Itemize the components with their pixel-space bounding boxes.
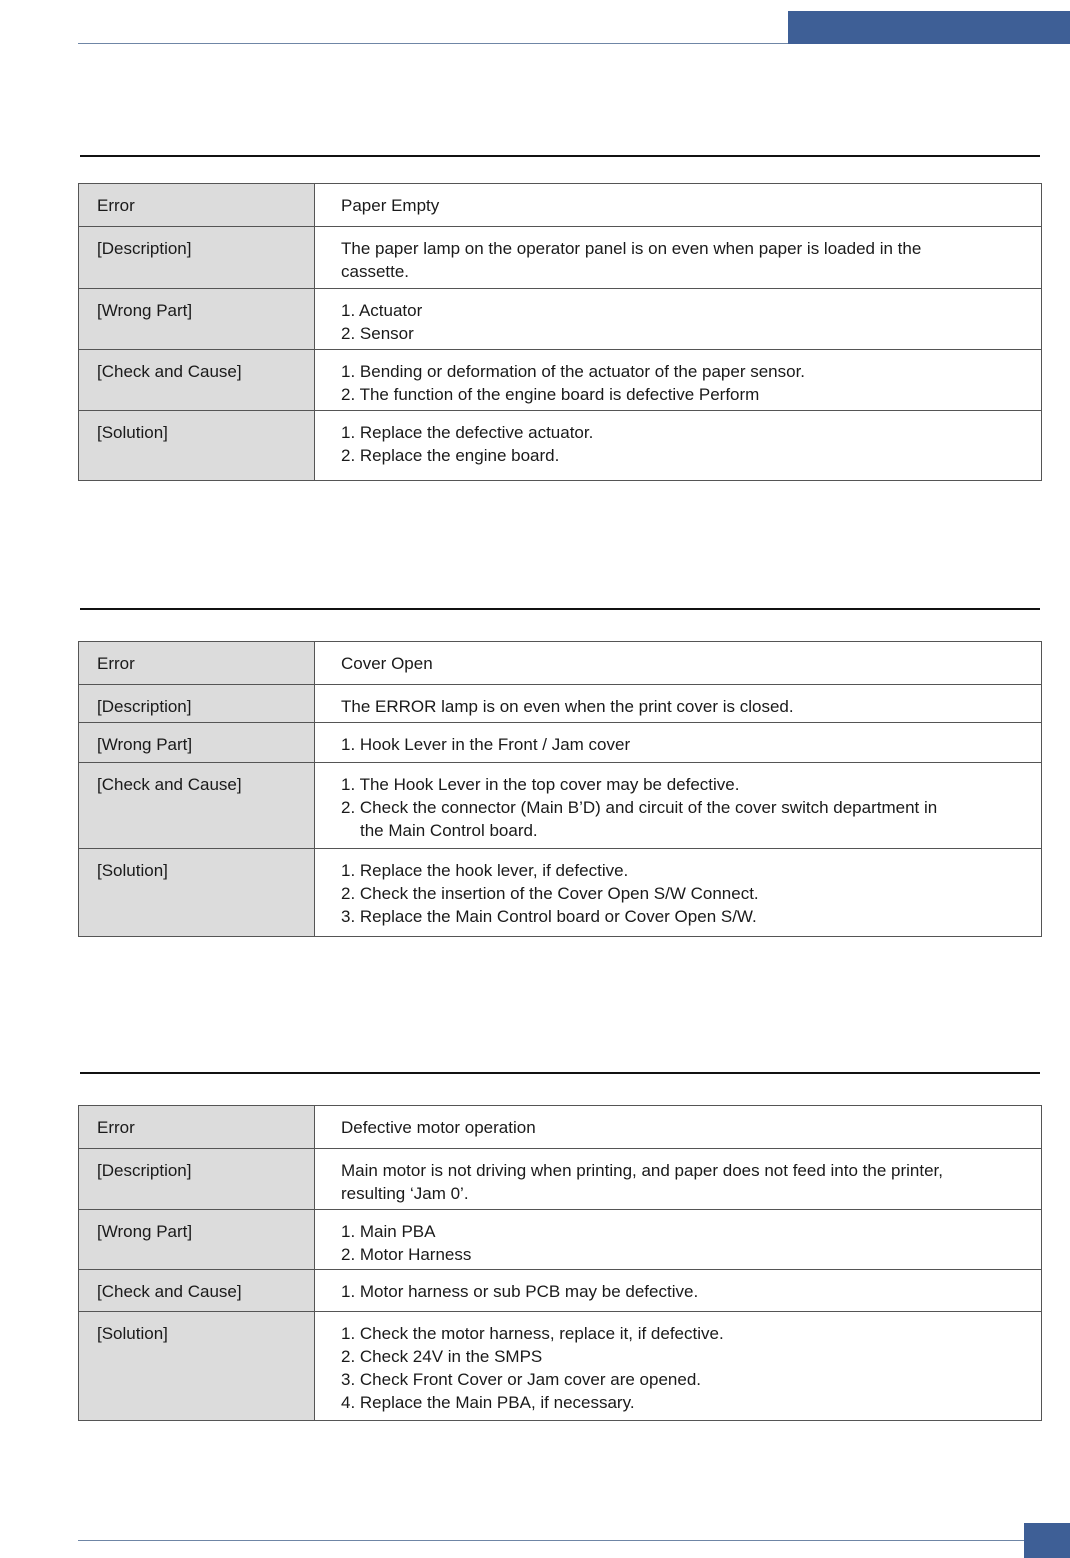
value-line: 1. Bending or deformation of the actuator of the paper sensor. [341, 362, 806, 381]
row-label: Error [79, 1106, 315, 1149]
value-line: 3. Replace the Main Control board or Cover Open S/W. [341, 907, 757, 926]
value-line: 1. Motor harness or sub PCB may be defective. [341, 1282, 699, 1301]
row-value [315, 1106, 1042, 1149]
value-line: 1. The Hook Lever in the top cover may be defective. [341, 775, 740, 794]
value-line: 1. Main PBA [341, 1222, 436, 1241]
table-row [79, 763, 1042, 849]
row-value [315, 849, 1042, 937]
value-line: 2. Check the insertion of the Cover Open S/W Connect. [341, 884, 759, 903]
value-line: The paper lamp on the operator panel is on even when paper is loaded in the [341, 239, 922, 258]
row-value [315, 411, 1042, 481]
table-row [79, 723, 1042, 763]
row-label: [Solution] [79, 411, 315, 481]
value-line: resulting ‘Jam 0’. [341, 1184, 469, 1203]
row-value [315, 642, 1042, 685]
row-value [315, 685, 1042, 723]
value-line: 1. Replace the defective actuator. [341, 423, 594, 442]
row-label: [Wrong Part] [79, 723, 315, 763]
table-row [79, 411, 1042, 481]
row-label: [Solution] [79, 1312, 315, 1421]
table-row [79, 184, 1042, 227]
row-label: Error [79, 642, 315, 685]
row-value [315, 227, 1042, 289]
row-label: [Description] [79, 227, 315, 289]
value-line: 1. Replace the hook lever, if defective. [341, 861, 629, 880]
row-label: Error [79, 184, 315, 227]
row-label: [Check and Cause] [79, 350, 315, 411]
header-bar [788, 11, 1070, 44]
row-value [315, 763, 1042, 849]
value-line: the Main Control board. [360, 821, 538, 840]
section-rule-1 [80, 155, 1040, 157]
table-row [79, 849, 1042, 937]
header-rule [78, 43, 788, 44]
row-label: [Wrong Part] [79, 1210, 315, 1270]
table-row [79, 350, 1042, 411]
table-row [79, 1270, 1042, 1312]
section-rule-3 [80, 1072, 1040, 1074]
value-line: Main motor is not driving when printing, and paper does not feed into the printer, [341, 1161, 943, 1180]
row-value [315, 1210, 1042, 1270]
table-row [79, 1106, 1042, 1149]
row-value [315, 184, 1042, 227]
row-value [315, 723, 1042, 763]
value-line: Paper Empty [341, 196, 440, 215]
value-line: The ERROR lamp is on even when the print cover is closed. [341, 697, 794, 716]
value-line: 2. The function of the engine board is defective Perform [341, 385, 760, 404]
row-label: [Description] [79, 1149, 315, 1210]
section-rule-2 [80, 608, 1040, 610]
row-label: [Description] [79, 685, 315, 723]
table-row [79, 289, 1042, 350]
value-line: 2. Replace the engine board. [341, 446, 560, 465]
footer-rule [78, 1540, 1024, 1541]
error-table-cover-open [78, 641, 1042, 937]
value-line: Cover Open [341, 654, 433, 673]
row-label: [Wrong Part] [79, 289, 315, 350]
table-row [79, 642, 1042, 685]
table-row [79, 1312, 1042, 1421]
table-row [79, 685, 1042, 723]
table-row [79, 227, 1042, 289]
value-line: 4. Replace the Main PBA, if necessary. [341, 1393, 635, 1412]
row-value [315, 1149, 1042, 1210]
error-table-motor [78, 1105, 1042, 1421]
table-row [79, 1149, 1042, 1210]
value-line: Defective motor operation [341, 1118, 536, 1137]
row-label: [Check and Cause] [79, 763, 315, 849]
row-value [315, 1270, 1042, 1312]
value-line: 2. Check the connector (Main B’D) and circuit of the cover switch department in [341, 798, 938, 817]
value-line: 1. Hook Lever in the Front / Jam cover [341, 735, 631, 754]
row-label: [Solution] [79, 849, 315, 937]
row-value [315, 1312, 1042, 1421]
table-row [79, 1210, 1042, 1270]
value-line: cassette. [341, 262, 410, 281]
value-line: 2. Sensor [341, 324, 414, 343]
value-line: 2. Check 24V in the SMPS [341, 1347, 543, 1366]
value-line: 3. Check Front Cover or Jam cover are opened. [341, 1370, 701, 1389]
row-label: [Check and Cause] [79, 1270, 315, 1312]
row-value [315, 350, 1042, 411]
error-table-paper-empty [78, 183, 1042, 481]
value-line: 1. Check the motor harness, replace it, if defective. [341, 1324, 724, 1343]
value-line: 1. Actuator [341, 301, 423, 320]
footer-page-box [1024, 1523, 1070, 1558]
value-line: 2. Motor Harness [341, 1245, 472, 1264]
row-value [315, 289, 1042, 350]
